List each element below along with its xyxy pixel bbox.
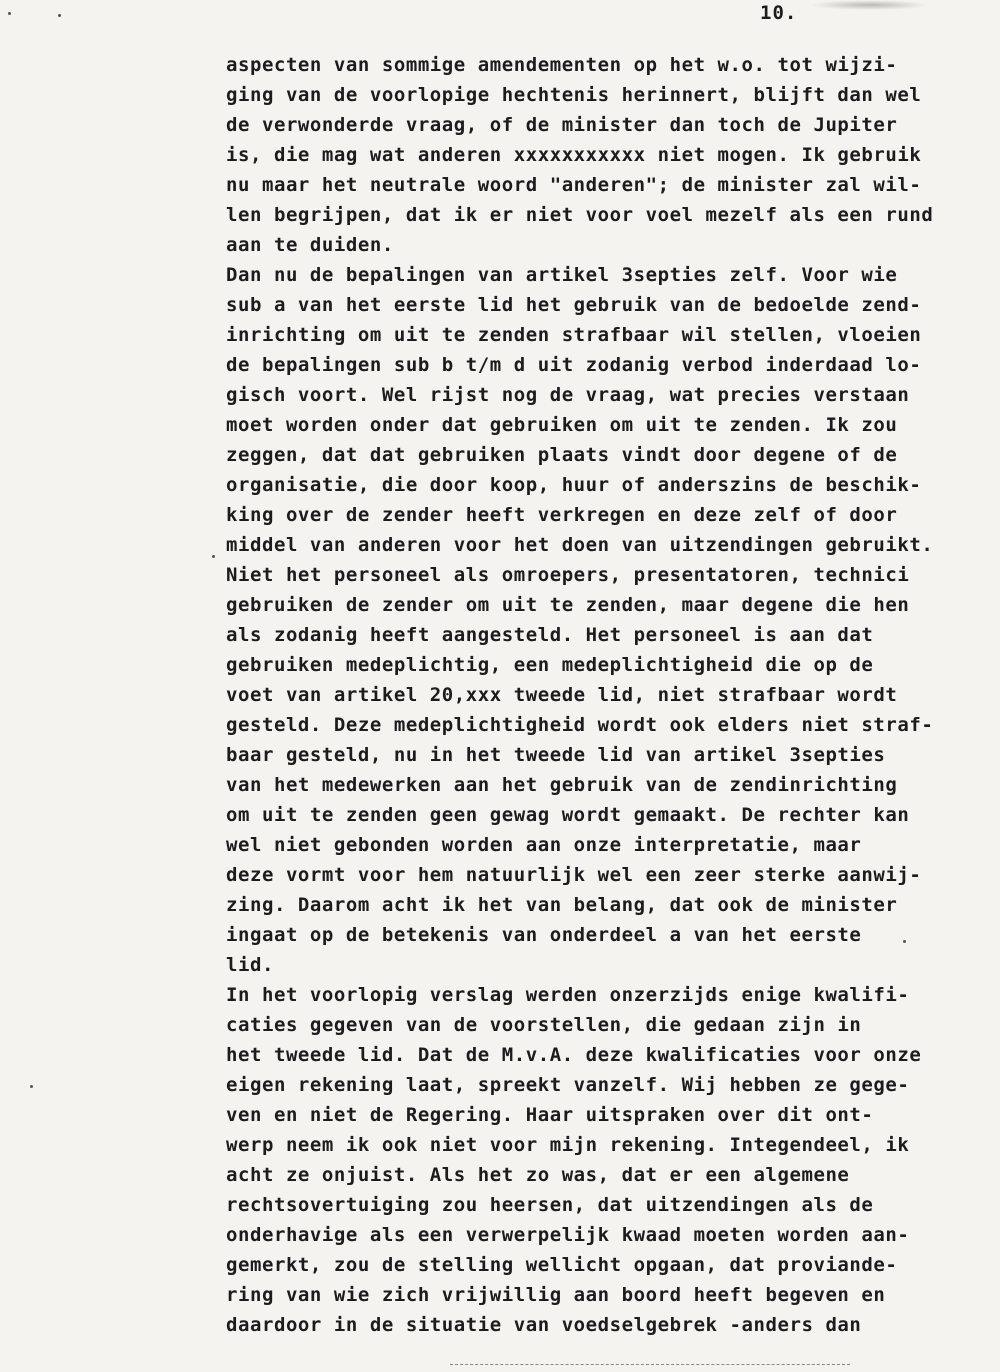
text-line: van het medewerken aan het gebruik van de zendinrichting — [226, 774, 898, 796]
text-line: daardoor in de situatie van voedselgebrek -anders dan — [226, 1314, 862, 1336]
text-line: middel van anderen voor het doen van uitzendingen gebruikt. — [226, 534, 934, 556]
scan-speck — [30, 1085, 33, 1088]
text-line: deze vormt voor hem natuurlijk wel een zeer sterke aanwij- — [226, 864, 922, 886]
text-line: Niet het personeel als omroepers, presentatoren, technici — [226, 564, 910, 586]
text-line: gemerkt, zou de stelling wellicht opgaan, dat proviande- — [226, 1254, 898, 1276]
text-line: king over de zender heeft verkregen en deze zelf of door — [226, 504, 898, 526]
page-number: 10. — [760, 2, 798, 24]
scan-speck — [903, 940, 906, 943]
scan-speck — [8, 12, 11, 15]
text-line: acht ze onjuist. Als het zo was, dat er een algemene — [226, 1164, 850, 1186]
text-line: moet worden onder dat gebruiken om uit te zenden. Ik zou — [226, 414, 898, 436]
text-line: de verwonderde vraag, of de minister dan toch de Jupiter — [226, 114, 898, 136]
text-line: aspecten van sommige amendementen op het w.o. tot wijzi- — [226, 54, 898, 76]
text-line: zing. Daarom acht ik het van belang, dat ook de minister — [226, 894, 898, 916]
text-line: gisch voort. Wel rijst nog de vraag, wat precies verstaan — [226, 384, 910, 406]
text-line: rechtsovertuiging zou heersen, dat uitzendingen als de — [226, 1194, 874, 1216]
text-line: nu maar het neutrale woord "anderen"; de minister zal wil- — [226, 174, 922, 196]
text-line: onderhavige als een verwerpelijk kwaad moeten worden aan- — [226, 1224, 910, 1246]
text-line: len begrijpen, dat ik er niet voor voel mezelf als een rund — [226, 204, 934, 226]
bottom-scan-edge — [450, 1364, 850, 1367]
text-line: lid. — [226, 954, 274, 976]
text-line: ven en niet de Regering. Haar uitspraken over dit ont- — [226, 1104, 874, 1126]
text-line: baar gesteld, nu in het tweede lid van artikel 3septies — [226, 744, 886, 766]
text-line: sub a van het eerste lid het gebruik van de bedoelde zend- — [226, 294, 922, 316]
text-line: voet van artikel 20,xxx tweede lid, niet strafbaar wordt — [226, 684, 898, 706]
text-line: is, die mag wat anderen xxxxxxxxxxx niet mogen. Ik gebruik — [226, 144, 922, 166]
text-line: het tweede lid. Dat de M.v.A. deze kwalificaties voor onze — [226, 1044, 922, 1066]
text-line: om uit te zenden geen gewag wordt gemaakt. De rechter kan — [226, 804, 910, 826]
text-line: organisatie, die door koop, huur of anderszins de beschik- — [226, 474, 922, 496]
text-line: Dan nu de bepalingen van artikel 3septies zelf. Voor wie — [226, 264, 898, 286]
text-line: inrichting om uit te zenden strafbaar wil stellen, vloeien — [226, 324, 922, 346]
text-line: gebruiken de zender om uit te zenden, maar degene die hen — [226, 594, 910, 616]
text-line: ging van de voorlopige hechtenis herinnert, blijft dan wel — [226, 84, 922, 106]
scan-speck — [58, 14, 61, 17]
text-line: wel niet gebonden worden aan onze interpretatie, maar — [226, 834, 862, 856]
text-line: gesteld. Deze medeplichtigheid wordt ook elders niet straf- — [226, 714, 934, 736]
scan-speck — [212, 555, 215, 558]
text-line: de bepalingen sub b t/m d uit zodanig verbod inderdaad lo- — [226, 354, 922, 376]
text-line: ring van wie zich vrijwillig aan boord heeft begeven en — [226, 1284, 886, 1306]
text-line: werp neem ik ook niet voor mijn rekening. Integendeel, ik — [226, 1134, 910, 1156]
text-line: eigen rekening laat, spreekt vanzelf. Wij hebben ze gege- — [226, 1074, 910, 1096]
text-line: als zodanig heeft aangesteld. Het personeel is aan dat — [226, 624, 874, 646]
text-line: aan te duiden. — [226, 234, 394, 256]
text-line: ingaat op de betekenis van onderdeel a van het eerste — [226, 924, 862, 946]
text-line: gebruiken medeplichtig, een medeplichtigheid die op de — [226, 654, 874, 676]
scan-smudge — [810, 0, 930, 10]
text-line: zeggen, dat dat gebruiken plaats vindt door degene of de — [226, 444, 898, 466]
text-line: In het voorlopig verslag werden onzerzijds enige kwalifi- — [226, 984, 910, 1006]
text-line: caties gegeven van de voorstellen, die gedaan zijn in — [226, 1014, 862, 1036]
body-text — [226, 50, 966, 1340]
